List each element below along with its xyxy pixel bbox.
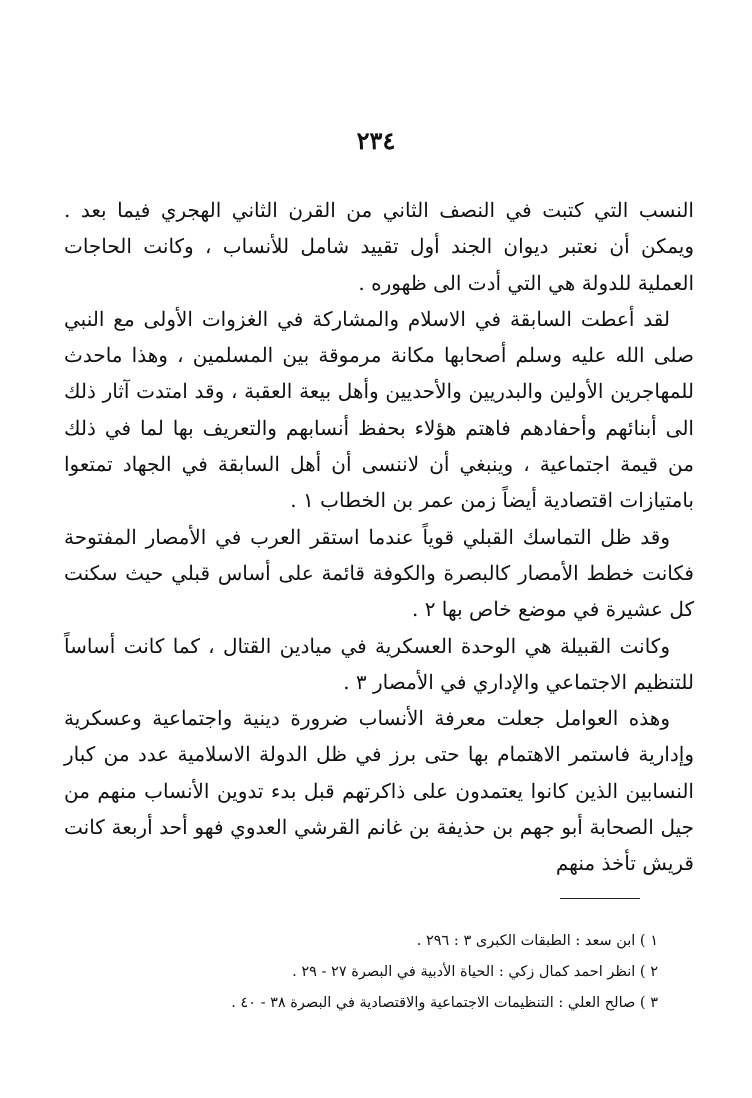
footnotes [64,926,658,1019]
footnote-3: ٣ ) صالح العلي : التنظيمات الاجتماعية والاقتصادية في البصرة ٣٨ - ٤٠ . [231,995,658,1011]
paragraph-3: وقد ظل التماسك القبلي قوياً عندما استقر العرب في الأمصار المفتوحة فكانت خطط الأمصار كالبصرة والكوفة قائمة على أساس قبلي حيث سكنت كل عشيرة في موضع خاص بها ٢ . [64,524,694,622]
paragraph-4: وكانت القبيلة هي الوحدة العسكرية في ميادين القتال ، كما كانت أساساً للتنظيم الاجتماعي والإداري في الأمصار ٣ . [64,633,694,694]
paragraph-1: النسب التي كتبت في النصف الثاني من القرن الثاني الهجري فيما بعد . ويمكن أن نعتبر ديوان الجند أول تقييد شامل للأنساب ، وكانت الحاجات العملية للدولة هي التي أدت الى ظهوره . [64,198,694,295]
body-text [64,192,694,882]
footnote-1: ١ ) ابن سعد : الطبقات الكبرى ٣ : ٢٩٦ . [416,933,658,949]
paragraph-5: وهذه العوامل جعلت معرفة الأنساب ضرورة دينية واجتماعية وعسكرية وإدارية فاستمر الاهتمام بها حتى برز في ظل الدولة الاسلامية عدد من كبار النسابين الذين كانوا يعتمدون على ذاكرتهم قبل بدء تدوين الأنساب منهم من جيل الصحابة أبو جهم بن حذيفة بن غانم القرشي العدوي فهو أحد أربعة كانت قريش تأخذ منهم [64,706,694,876]
paragraph-2: لقد أعطت السابقة في الاسلام والمشاركة في الغزوات الأولى مع النبي صلى الله عليه وسلم أصحابها مكانة مرموقة بين المسلمين ، وهذا ماحدث للمهاجرين الأولين والبدريين والأحديين وأهل بيعة العقبة ، وقد امتدت آثار ذلك الى أبنائهم وأحفادهم فاهتم هؤلاء بحفظ أنسابهم والتعريف بها لما في ذلك من قيمة اجتماعية ، وينبغي أن لاننسى أن أهل السابقة في الجهاد تمتعوا بامتيازات اقتصادية أيضاً زمن عمر بن الخطاب ١ . [64,306,694,513]
footnote-2: ٢ ) انظر احمد كمال زكي : الحياة الأدبية في البصرة ٢٧ - ٢٩ . [292,964,658,980]
page-number: ٢٣٤ [356,126,396,155]
footnote-divider [560,898,640,899]
